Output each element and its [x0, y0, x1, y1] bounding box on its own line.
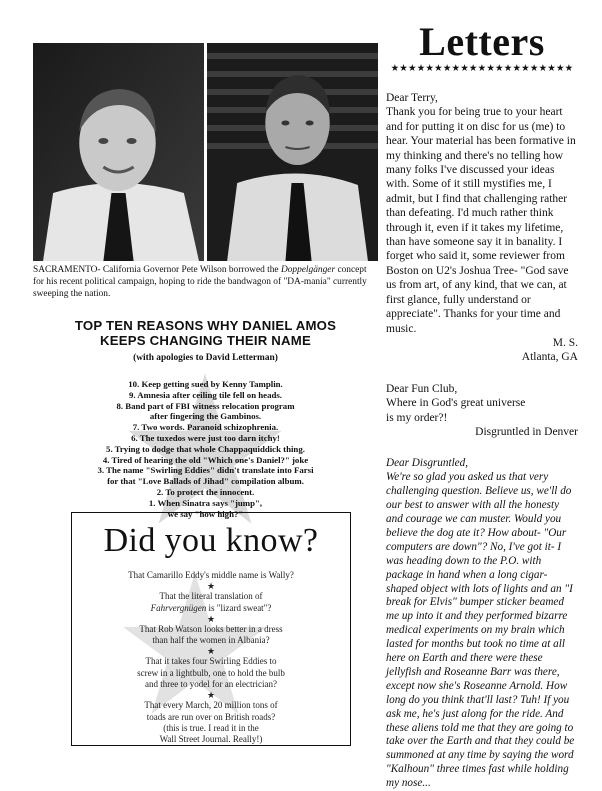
- letter-signature: M. S.: [552, 336, 578, 349]
- fact-line: screw in a lightbulb, one to hold the bulb: [137, 667, 285, 678]
- photo-doppelganger: [207, 43, 378, 261]
- fact-item: [72, 656, 350, 690]
- fact-line: than half the women in Albania?: [152, 635, 270, 646]
- list-item: 5. Trying to dodge that whole Chappaquiddick thing.: [106, 443, 305, 454]
- list-item: 3. The name "Swirling Eddies" didn't translate into Farsi: [97, 465, 314, 476]
- letter-salutation: Dear Fun Club,: [386, 382, 458, 395]
- letters-title: Letters: [419, 19, 545, 64]
- fact-line: That it takes four Swirling Eddies to: [145, 656, 277, 667]
- letter-body: Where in God's great universe: [386, 397, 526, 410]
- fact-line: and three to yodel for an electrician?: [145, 679, 277, 690]
- top-ten-title-line: TOP TEN REASONS WHY DANIEL AMOS: [74, 318, 337, 333]
- did-you-know-title: Did you know?: [103, 522, 319, 559]
- letter-salutation: Dear Terry,: [386, 92, 438, 104]
- reply-body: We're so glad you asked us that very challenging question. Believe us, we'll do our best to answer with all the honesty and courage we can muster. Would you believe the dog ate it? How about- "Our computers are down"? No, I've got it- I was heading down to the P.O. with package in hand when a long cigar-shaped object with lots of lights and an "I break for Elvis" bumper sticker beamed me up into it and they performed bizarre medical experiments on my brain which lasted for months but took no time at all here on Earth and there were these jellyfish and Roseanne Barr was there, except now she's Roseanne Arnold. How long do you think that'll last? Tuh! If you ask me, he's just along for the ride. And these aliens told me that they are going to take over the Earth and that they could be summoned at any time by saying the word "Kalhoun" three times fast while holding my nose...: [386, 471, 575, 790]
- reply-letter: [386, 457, 578, 791]
- star-rule-icon: ★★★★★★★★★★★★★★★★★★★★★: [390, 64, 574, 74]
- fact-line: (this is true. I read it in the: [163, 722, 259, 733]
- portrait-image: [207, 43, 378, 261]
- top-ten-title-line: KEEPS CHANGING THEIR NAME: [100, 333, 311, 348]
- list-item: 10. Keep getting sued by Kenny Tamplin.: [128, 379, 283, 389]
- fact-item: [72, 591, 350, 614]
- caption-italic: Doppelgänger: [280, 265, 336, 275]
- fact-item: [72, 624, 350, 647]
- list-item: 6. The tuxedos were just too darn itchy!: [131, 432, 280, 443]
- top-ten-section: [33, 318, 378, 519]
- list-item: 9. Amnesia after ceiling tile fell on heads.: [128, 389, 283, 400]
- list-item: after fingering the Gambinos.: [149, 411, 262, 422]
- portrait-image: [33, 43, 204, 261]
- list-item: 8. Band part of FBI witness relocation program: [116, 400, 295, 411]
- list-item: 4. Tired of hearing the old "Which one's Daniel?" joke: [102, 454, 309, 465]
- star-divider-icon: ★: [206, 646, 216, 657]
- letter-terry: [386, 91, 578, 365]
- fact-item: [72, 700, 350, 745]
- letter-signature: Disgruntled in Denver: [475, 425, 578, 438]
- photo-governor: [33, 43, 204, 261]
- reply-salutation: Dear Disgruntled,: [386, 457, 469, 470]
- letters-column: [386, 20, 578, 791]
- fact-line: is "lizard sweat"?: [206, 602, 272, 613]
- letter-body: Thank you for being true to your heart and for putting it on disc for us (me) to hear. Your material has been formative in my thinking and there's no telling how many folks I've discussed your ideas with. Some of it still mystifies me, I admit, but I find that challenging rather than defeating. I'd much rather think through it, even if it takes my lifetime, than have someone say it in banality. I forget who said it, some reviewer from Boston on U2's Joshua Tree- "God save us from art, of any kind, that we can, at first glance, fully understand or appreciate". Thanks for your time and music.: [386, 106, 576, 335]
- fact-item: That Camarillo Eddy's middle name is Wally?: [128, 570, 294, 580]
- star-divider-icon: ★: [206, 613, 216, 624]
- photo-pair: [33, 43, 378, 261]
- letter-fun-club: [386, 382, 578, 440]
- top-ten-title: [33, 318, 378, 348]
- caption-text-end: concept for his recent political campaign, hoping to ride the bandwagon of "DA-mania" currently sweeping the nation.: [33, 265, 367, 299]
- did-you-know-box: [71, 512, 351, 746]
- fact-line: That the literal translation of: [159, 591, 263, 602]
- list-item: for that "Love Ballads of Jihad" compilation album.: [107, 476, 304, 487]
- star-divider-icon: ★: [206, 581, 216, 592]
- list-item: 1. When Sinatra says "jump",: [148, 497, 263, 508]
- list-item: 2. To protect the innocent.: [156, 486, 255, 497]
- letter-signature-location: Atlanta, GA: [521, 351, 578, 364]
- caption-text: SACRAMENTO- California Governor Pete Wilson borrowed the: [33, 265, 281, 275]
- star-divider-icon: ★: [206, 690, 216, 701]
- list-item: 7. Two words. Paranoid schizophrenia.: [132, 422, 279, 433]
- fact-line: That every March, 20 million tons of: [144, 700, 278, 711]
- list-item: we say "how high?": [167, 508, 244, 519]
- top-ten-list: [33, 379, 378, 519]
- photo-caption: [33, 264, 378, 300]
- fact-italic: Fahrvergnügen: [150, 602, 207, 613]
- fact-line: Wall Street Journal. Really!): [159, 734, 263, 745]
- letter-body: is my order?!: [386, 411, 448, 424]
- top-ten-subtitle: (with apologies to David Letterman): [133, 353, 278, 363]
- fact-line: toads are run over on British roads?: [146, 711, 276, 722]
- fact-line: That Rob Watson looks better in a dress: [139, 623, 283, 634]
